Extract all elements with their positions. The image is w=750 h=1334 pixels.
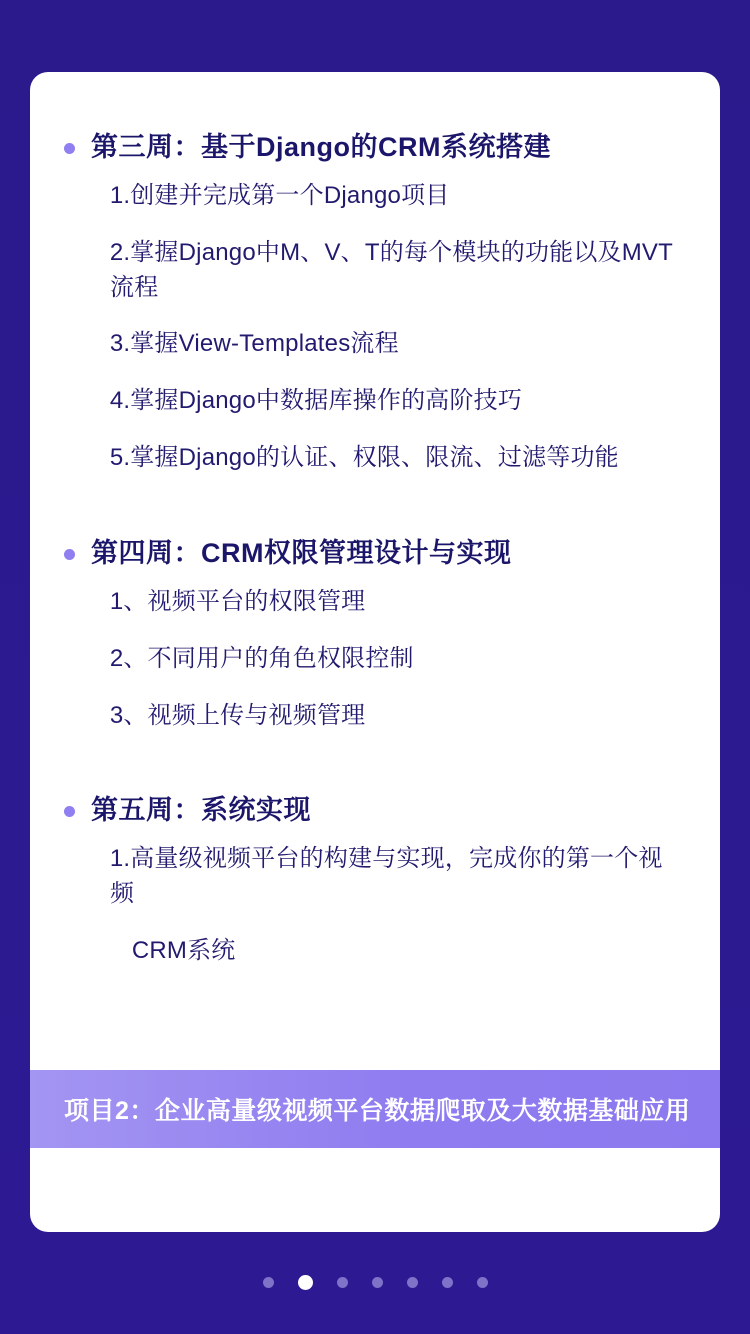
list-item: 2.掌握Django中M、V、T的每个模块的功能以及MVT流程	[109, 238, 674, 301]
list-item: 1.高量级视频平台的构建与实现，完成你的第一个视频	[109, 845, 663, 908]
project-banner	[30, 1070, 720, 1148]
pagination-dots[interactable]	[0, 1275, 750, 1290]
section-item-list	[64, 842, 686, 968]
list-item: 1.创建并完成第一个Django项目	[109, 182, 450, 210]
section-item-list	[64, 585, 686, 733]
section-header	[64, 793, 686, 828]
list-item: 1、视频平台的权限管理	[109, 587, 366, 615]
section-header	[64, 536, 686, 571]
section-header	[64, 130, 686, 165]
spacer	[64, 767, 686, 793]
pagination-dot-2-active[interactable]	[298, 1275, 313, 1290]
list-item: 5.掌握Django的认证、权限、限流、过滤等功能	[109, 444, 619, 472]
pagination-dot-7[interactable]	[477, 1277, 488, 1288]
list-item-continuation-text: CRM系统	[131, 937, 236, 965]
section-item-list	[64, 179, 686, 476]
list-item: 4.掌握Django中数据库操作的高阶技巧	[109, 387, 523, 415]
bullet-dot-icon	[64, 143, 75, 154]
outline-section-week3	[64, 130, 686, 476]
pagination-dot-1[interactable]	[263, 1277, 274, 1288]
list-item-continuation	[64, 934, 686, 969]
spacer	[64, 510, 686, 536]
pagination-dot-4[interactable]	[372, 1277, 383, 1288]
outline-section-week4	[64, 536, 686, 733]
pagination-dot-5[interactable]	[407, 1277, 418, 1288]
bullet-dot-icon	[64, 549, 75, 560]
section-title: 第四周：CRM权限管理设计与实现	[91, 537, 512, 568]
card-body	[30, 72, 720, 969]
outline-section-week5	[64, 793, 686, 968]
section-title: 第五周：系统实现	[91, 795, 311, 826]
pagination-dot-3[interactable]	[337, 1277, 348, 1288]
list-item: 3、视频上传与视频管理	[109, 701, 366, 729]
content-card	[30, 72, 720, 1232]
project-banner-text: 项目2：企业高量级视频平台数据爬取及大数据基础应用	[64, 1097, 691, 1125]
section-title: 第三周：基于Django的CRM系统搭建	[91, 132, 551, 162]
pagination-dot-6[interactable]	[442, 1277, 453, 1288]
list-item: 3.掌握View-Templates流程	[109, 330, 399, 358]
bullet-dot-icon	[64, 806, 75, 817]
list-item: 2、不同用户的角色权限控制	[109, 644, 414, 672]
